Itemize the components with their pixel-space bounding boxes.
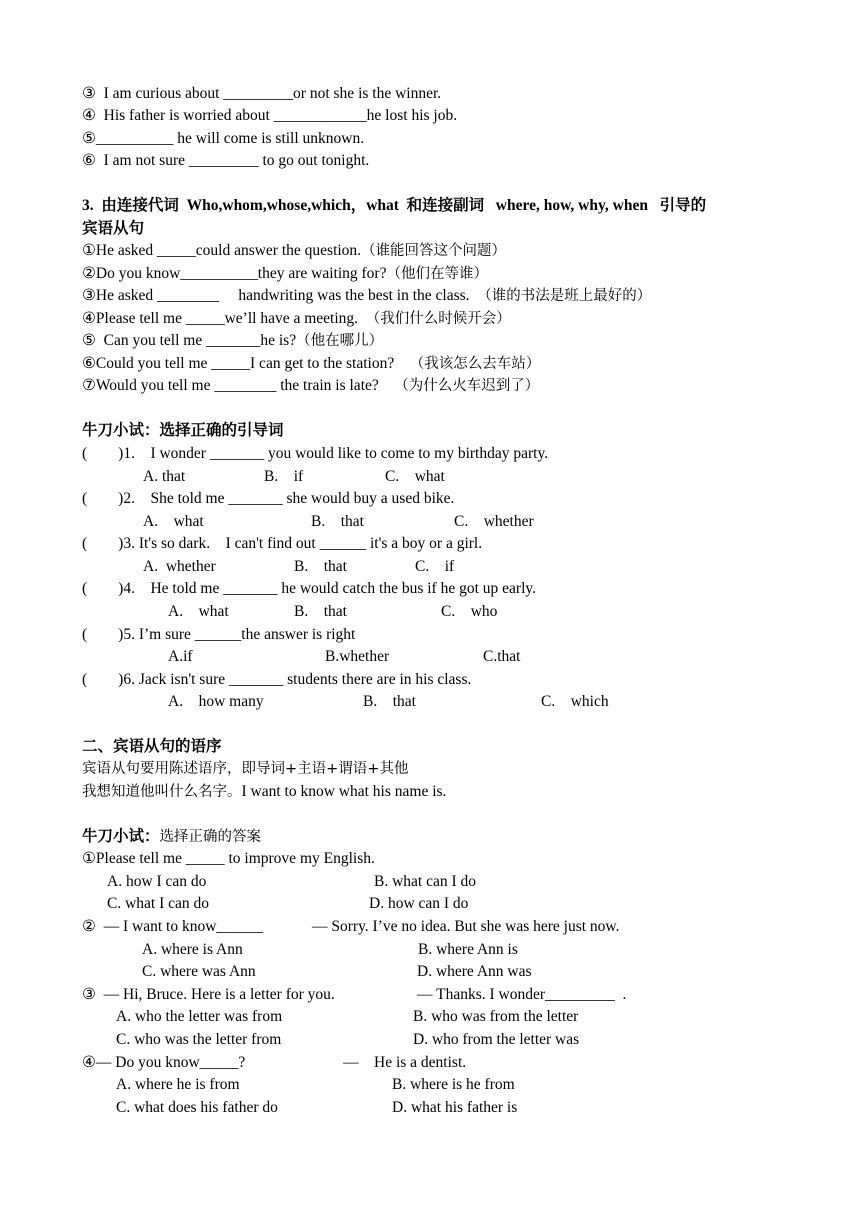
quiz1-option: A. what [143, 513, 204, 530]
quiz2-option: A. who the letter was from [116, 1008, 283, 1025]
quiz2-option: B. who was from the letter [413, 1008, 579, 1025]
quiz1-option: C. which [541, 693, 609, 710]
quiz2-question: ③ — Hi, Bruce. Here is a letter for you. [82, 986, 335, 1003]
quiz2-option: A. where he is from [116, 1076, 240, 1093]
quiz1-option: B.whether [325, 648, 390, 665]
quiz1-question: ( )3. It's so dark. I can't find out ______ it's a boy or a girl. [82, 535, 483, 552]
quiz1-option: B. that [311, 513, 364, 530]
section3-item: ③He asked ________ handwriting was the best in the class. （谁的书法是班上最好的） [82, 287, 652, 304]
section3-item: ①He asked _____could answer the question.（谁能回答这个问题） [82, 242, 507, 259]
quiz2-option: D. what his father is [392, 1099, 518, 1116]
section-order-example: 我想知道他叫什么名字。I want to know what his name is. [82, 783, 447, 800]
quiz2-option: C. where was Ann [142, 963, 256, 980]
quiz2-response: — He is a dentist. [343, 1054, 467, 1071]
quiz1-option: C.that [483, 648, 521, 665]
section3-heading: 3. 由连接代词 Who,whom,whose,which，what 和连接副词 where, how, why, when 引导的 [82, 197, 707, 214]
quiz2-question: ①Please tell me _____ to improve my English. [82, 850, 375, 867]
quiz1-option: A. that [143, 468, 186, 485]
quiz2-option: D. where Ann was [417, 963, 532, 980]
section3-item: ⑥Could you tell me _____I can get to the station? （我该怎么去车站） [82, 355, 541, 372]
quiz2-option: D. how can I do [369, 895, 469, 912]
section-order-rule: 宾语从句要用陈述语序，即导词+主语+谓语+其他 [82, 761, 409, 777]
quiz2-option: A. where is Ann [142, 941, 243, 958]
quiz1-option: B. that [294, 558, 347, 575]
quiz2-title: 牛刀小试：选择正确的答案 [82, 828, 262, 845]
quiz1-title: 牛刀小试：选择正确的引导词 [82, 422, 284, 439]
section3-item: ⑦Would you tell me ________ the train is late? （为什么火车迟到了） [82, 377, 540, 394]
quiz1-option: A. how many [168, 693, 264, 710]
quiz1-question: ( )1. I wonder _______ you would like to come to my birthday party. [82, 445, 549, 462]
quiz2-response: — Sorry. I’ve no idea. But she was here just now. [312, 918, 620, 935]
quiz2-option: B. where Ann is [418, 941, 518, 958]
quiz2-option: D. who from the letter was [413, 1031, 580, 1048]
quiz1-option: C. what [385, 468, 445, 485]
quiz1-question: ( )2. She told me _______ she would buy a used bike. [82, 490, 455, 507]
quiz2-option: C. who was the letter from [116, 1031, 282, 1048]
section3-item: ④Please tell me _____we’ll have a meeting. （我们什么时候开会） [82, 310, 511, 327]
section3-heading-cont: 宾语从句 [82, 220, 145, 237]
quiz2-option: B. where is he from [392, 1076, 515, 1093]
quiz1-option: A. whether [143, 558, 216, 575]
section-order-title: 二、宾语从句的语序 [82, 738, 222, 755]
section3-item: ②Do you know__________they are waiting for?（他们在等谁） [82, 265, 488, 282]
quiz2-question: ④— Do you know_____? [82, 1054, 246, 1071]
quiz2-question: ② — I want to know______ [82, 918, 263, 935]
quiz1-option: A.if [168, 648, 193, 665]
part1-item-4: ④ His father is worried about ____________he lost his job. [82, 107, 458, 124]
quiz1-question: ( )4. He told me _______ he would catch the bus if he got up early. [82, 580, 536, 597]
quiz1-option: C. whether [454, 513, 534, 530]
quiz2-option: A. how I can do [107, 873, 207, 890]
quiz1-question: ( )6. Jack isn't sure _______ students there are in his class. [82, 671, 472, 688]
part1-item-3: ③ I am curious about _________or not she is the winner. [82, 85, 442, 102]
quiz1-option: B. that [294, 603, 347, 620]
section3-item: ⑤ Can you tell me _______he is?（他在哪儿） [82, 332, 384, 349]
quiz1-option: C. if [415, 558, 455, 575]
quiz2-option: B. what can I do [374, 873, 477, 890]
quiz1-option: B. that [363, 693, 416, 710]
quiz2-option: C. what does his father do [116, 1099, 278, 1116]
quiz1-option: B. if [264, 468, 304, 485]
quiz1-option: C. who [441, 603, 498, 620]
quiz1-option: A. what [168, 603, 229, 620]
part1-item-5: ⑤__________ he will come is still unknown. [82, 130, 365, 147]
quiz2-response: — Thanks. I wonder_________ . [417, 986, 627, 1003]
quiz1-question: ( )5. I’m sure ______the answer is right [82, 626, 356, 643]
part1-item-6: ⑥ I am not sure _________ to go out tonight. [82, 152, 370, 169]
quiz2-option: C. what I can do [107, 895, 210, 912]
